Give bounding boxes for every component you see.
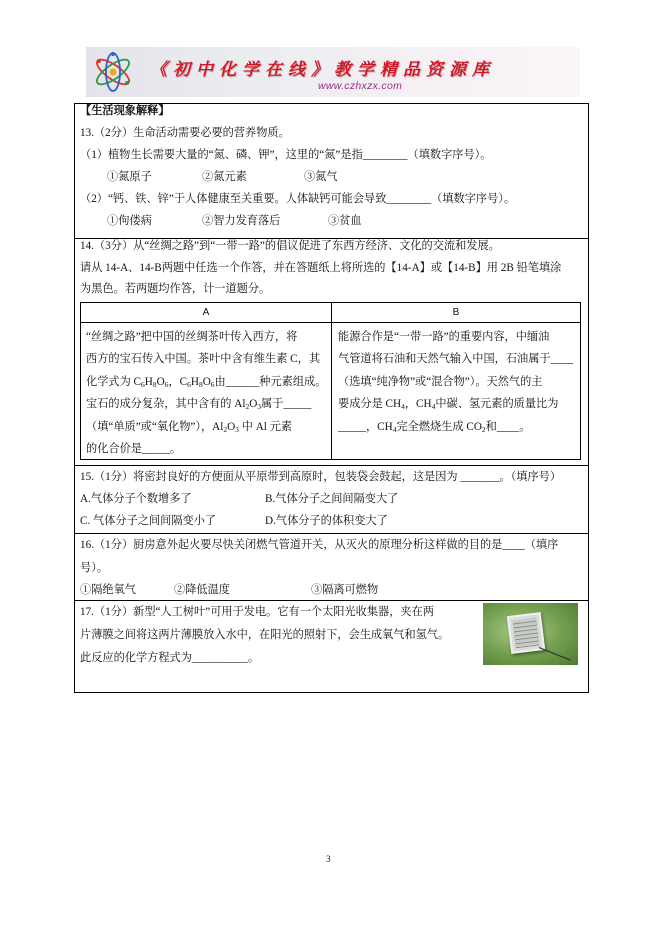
device-wire — [539, 647, 571, 661]
text-run: 16.（1分）厨房意外起火要尽快关闭燃气管道开关，从灭火的原理分析这样做的目的是____（填序 — [80, 539, 559, 551]
text-run: 气管道将石油和天然气输入中国，石油属于____ — [338, 353, 573, 366]
option-row — [80, 510, 561, 532]
option: ①佝偻病 — [107, 215, 152, 227]
atom-logo-icon — [90, 50, 136, 94]
text-run: 17.（1分）新型“人工树叶”可用于发电。它有一个太阳光收集器，夹在两 — [80, 606, 434, 618]
text-run: O — [156, 375, 165, 388]
text-run: O — [202, 375, 211, 388]
text-line — [338, 348, 573, 370]
text-run: 宝石的成分复杂，其中含有的 Al — [86, 398, 246, 411]
text-run: 的化合价是_____。 — [86, 442, 182, 455]
text-run: ，CH — [404, 398, 432, 411]
question-16-stem — [80, 534, 558, 579]
sub-question-2: （2）“钙、铁、锌”于人体健康至关重要。人体缺钙可能会导致________（填数字序号）。 — [80, 193, 516, 205]
text-line — [80, 279, 561, 301]
text-line — [338, 393, 573, 415]
text-line — [86, 393, 326, 415]
question-17-section — [75, 601, 588, 692]
option: ③贫血 — [328, 215, 362, 227]
table-divider — [331, 303, 332, 459]
text-run: 由______种元素组成。 — [214, 375, 327, 388]
question-stem: 15.（1分）将密封良好的方便面从平原带到高原时，包装袋会鼓起，这是因为 _______。（填序号） — [80, 471, 562, 483]
text-run: 中 Al 元素 — [238, 420, 293, 433]
text-line — [80, 236, 561, 258]
subscript: 2 — [223, 424, 228, 434]
logo-url: www.czhxzx.com — [318, 80, 403, 92]
subscript: 8 — [152, 379, 157, 389]
question-16-section — [75, 534, 588, 601]
option: ①隔绝氧气 — [80, 584, 136, 596]
option-row — [80, 210, 515, 232]
text-run: H — [190, 375, 199, 388]
text-line — [86, 371, 326, 393]
option-row — [80, 166, 515, 188]
subscript: 6 — [164, 379, 169, 389]
text-run: O — [227, 420, 236, 433]
artificial-leaf-photo — [483, 603, 578, 665]
subscript: 3 — [235, 424, 239, 434]
header-banner — [86, 47, 580, 97]
text-run: 要成分是 CH — [338, 398, 402, 411]
text-run: 西方的宝石传入中国。茶叶中含有维生素 C，其 — [86, 353, 321, 366]
option: ②氮元素 — [202, 171, 247, 183]
text-run: 号）。 — [80, 561, 108, 574]
text-line — [80, 534, 558, 557]
option-d: D.气体分子的体积变大了 — [265, 515, 388, 527]
subscript: 2 — [245, 402, 250, 412]
text-run: 中碳、氢元素的质量比为 — [435, 398, 559, 411]
subscript: 2 — [481, 424, 486, 434]
cell-b — [338, 326, 573, 438]
option-a: A.气体分子个数增多了 — [80, 493, 192, 505]
text-line — [80, 601, 449, 624]
question-17-stem — [80, 601, 449, 670]
text-run: （填“单质”或“氧化物”），Al — [86, 420, 224, 433]
subscript: 3 — [257, 402, 262, 412]
text-run: 能源合作是“一带一路”的重要内容，中缅油 — [338, 331, 550, 343]
option-row — [80, 488, 561, 510]
option-c: C. 气体分子之间间隔变小了 — [80, 515, 217, 527]
text-run: 14.（3分）从“丝绸之路”到“一带一路”的倡议促进了东西方经济、文化的交流和发展。 — [80, 240, 500, 252]
text-run: 为黑色。若两题均作答，计一道题分。 — [80, 283, 271, 295]
text-run: O — [249, 398, 258, 411]
option: ②智力发育落后 — [202, 215, 281, 227]
subscript: 6 — [187, 379, 191, 389]
text-line — [80, 647, 449, 670]
subscript: 4 — [392, 424, 397, 434]
subscript: 4 — [401, 402, 405, 412]
cell-a — [86, 326, 326, 460]
question-stem: 13.（2分）生命活动需要必要的营养物质。 — [80, 127, 290, 139]
option: ①氮原子 — [107, 171, 152, 183]
page-number: 3 — [326, 854, 331, 864]
text-run: 属于_____ — [261, 398, 312, 411]
subscript: 6 — [141, 379, 145, 389]
text-run: （选填“纯净物”或“混合物”）。天然气的主 — [338, 375, 543, 388]
question-15-section — [75, 466, 588, 534]
option-b: B.气体分子之间间隔变大了 — [265, 493, 399, 505]
option: ②降低温度 — [174, 584, 230, 596]
column-header-b: B — [452, 307, 460, 318]
question-16-lines — [80, 534, 558, 602]
option-row — [80, 579, 558, 602]
text-run: 完全燃烧生成 CO — [396, 420, 482, 433]
subscript: 6 — [210, 379, 215, 389]
text-run: “丝绸之路”把中国的丝绸茶叶传入西方，将 — [86, 331, 298, 343]
question-box — [74, 103, 589, 693]
option: ③氮气 — [304, 171, 338, 183]
text-run: 化学式为 C — [86, 375, 142, 388]
text-line — [80, 258, 561, 280]
question-14-stem — [80, 236, 561, 301]
subscript: 4 — [431, 402, 436, 412]
collector-grid — [512, 618, 539, 649]
text-line — [86, 348, 326, 370]
choice-table — [80, 302, 581, 460]
text-line — [86, 416, 326, 438]
text-run: 和____。 — [485, 420, 531, 433]
text-line — [338, 326, 573, 348]
text-run: H — [144, 375, 153, 388]
text-run: 此反应的化学方程式为__________。 — [80, 652, 260, 664]
column-header-a: A — [202, 307, 210, 318]
text-run: ，C — [168, 375, 188, 388]
text-line — [80, 557, 558, 580]
text-run: 请从 14-A、14-B两题中任选一个作答，并在答题纸上将所选的【14-A】或【14-B】用 2B 铅笔填涂 — [80, 261, 562, 274]
section-heading: 【生活现象解释】 — [80, 105, 170, 117]
text-line — [80, 624, 449, 647]
subscript: 8 — [198, 379, 203, 389]
text-line — [338, 371, 573, 393]
text-line — [338, 416, 573, 438]
sub-question-1: （1）植物生长需要大量的“氮、磷、钾”，这里的“氮”是指________（填数字序号）。 — [80, 149, 492, 161]
text-line — [86, 326, 326, 348]
question-15-lines — [80, 466, 561, 532]
text-line — [86, 438, 326, 460]
option: ③隔离可燃物 — [311, 584, 379, 596]
question-13-section — [75, 104, 588, 239]
logo-title: 《初中化学在线》教学精品资源库 — [150, 60, 495, 80]
text-run: 片薄膜之间将这两片薄膜放入水中，在阳光的照射下，会生成氧气和氢气。 — [80, 629, 450, 641]
text-run: _____，CH — [338, 420, 393, 433]
question-14-section — [75, 239, 588, 466]
question-13-lines — [80, 100, 515, 232]
